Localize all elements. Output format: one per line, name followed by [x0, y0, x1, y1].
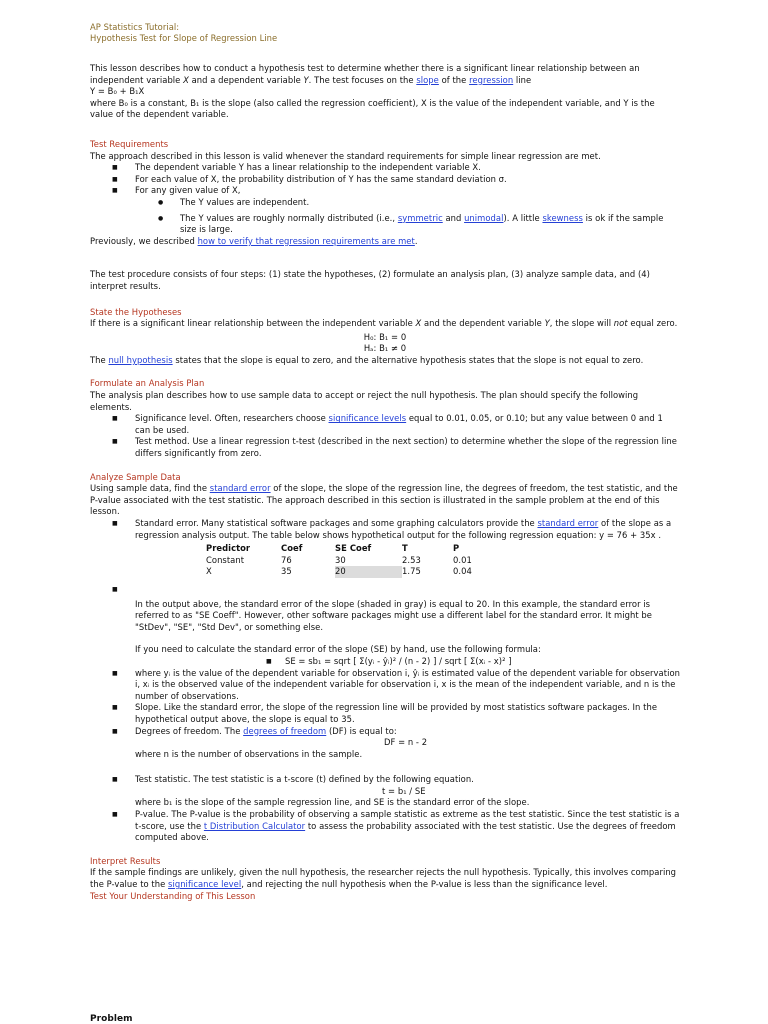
interpret-text-part: , and rejecting the null hypothesis when the P-value is less than the significance level. — [241, 879, 608, 890]
req-text: The Y values are roughly normally distributed (i.e., — [180, 212, 398, 223]
hyp-text: states that the slope is equal to zero, and the alternative hypothesis states that the slope is not equal to zero. — [172, 354, 644, 365]
hyp-text: If there is a significant linear relationship between the independent variable — [90, 318, 416, 329]
df-text: (DF) is equal to: — [326, 725, 397, 736]
previously-paragraph — [90, 236, 680, 248]
intro-text: of the — [438, 74, 470, 85]
analyze-text — [90, 483, 680, 518]
null-hypothesis-formula: H₀: B₁ = 0 — [363, 331, 407, 342]
df-where: where n is the number of observations in the sample. — [135, 748, 363, 759]
hypotheses-explanation — [90, 355, 680, 367]
list-item: ■ where yᵢ is the value of the dependent variable for observation i, ŷᵢ is estimated value of the dependent variable for observation i, xᵢ is the observed value of the independent variable for observation i, x is the mean of the independent variable, and n is the number of observations. — [90, 668, 680, 703]
header-line-1: AP Statistics Tutorial: — [90, 22, 180, 32]
list-item: ■ Test statistic. The test statistic is a t-score (t) defined by the following equation. — [90, 774, 680, 786]
analyze-list-4 — [90, 809, 680, 844]
analyze-text-part: of the slope as a regression analysis output. The table below shows hypothetical output for the following regression equation: y = 76 + 35x . — [135, 518, 672, 540]
by-hand-text: If you need to calculate the standard error of the slope (SE) by hand, use the following formula: — [135, 644, 541, 655]
prev-text: . — [414, 235, 418, 246]
list-item — [90, 726, 680, 738]
slope-link[interactable]: slope — [416, 74, 439, 85]
interpret-heading: Interpret Results — [90, 855, 161, 866]
req-text: and — [442, 212, 465, 223]
regression-link[interactable]: regression — [469, 74, 514, 85]
alt-hypothesis-formula: Hₐ: B₁ ≠ 0 — [363, 343, 407, 354]
problem-heading: Problem — [90, 1014, 133, 1024]
t-formula: t = b₁ / SE — [382, 785, 426, 796]
intro-where: where B₀ is a constant, B₁ is the slope (also called the regression coefficient), X is the value of the independent variable, and Y is the value of the dependent variable. — [90, 97, 655, 120]
se-formula: ■ SE = sb₁ = sqrt [ Σ(yᵢ - ŷᵢ)² / (n - 2) ] / sqrt [ Σ(xᵢ - x)² ] — [90, 656, 680, 668]
significance-level-link[interactable]: significance level — [168, 879, 242, 890]
hypotheses-heading: State the Hypotheses — [90, 306, 182, 317]
analyze-list-3 — [90, 774, 680, 786]
intro-text: This lesson describes how to conduct a hypothesis test to determine whether there is a significant linear relationship between an independent variable — [90, 63, 640, 85]
table-header: Coef — [281, 543, 303, 554]
table-cell: 0.01 — [453, 554, 472, 565]
table-cell: 1.75 — [402, 566, 421, 577]
plan-heading: Formulate an Analysis Plan — [90, 378, 205, 389]
hypotheses-text — [90, 318, 680, 330]
doc-header — [90, 22, 680, 44]
list-item: ■ Slope. Like the standard error, the slope of the regression line will be provided by most statistics software packages. In the hypothetical output above, the slope is equal to 35. — [90, 702, 680, 725]
standard-error-link[interactable]: standard error — [209, 483, 271, 494]
list-item — [90, 518, 680, 541]
symmetric-link[interactable]: symmetric — [397, 212, 443, 223]
var-x: X — [183, 74, 189, 85]
unimodal-link[interactable]: unimodal — [464, 212, 504, 223]
analyze-text-part: Standard error. Many statistical software packages and some graphing calculators provide the — [135, 518, 538, 528]
test-understanding-link[interactable]: Test Your Understanding of This Lesson — [90, 890, 256, 901]
interpret-text-part: If the sample findings are unlikely, given the null hypothesis, the researcher rejects the null hypothesis. Typically, this involves comparing the P-value to the — [90, 867, 677, 890]
procedure-paragraph: The test procedure consists of four steps: (1) state the hypotheses, (2) formulate an analysis plan, (3) analyze sample data, and (4) interpret results. — [90, 269, 651, 291]
hyp-text: , the slope will — [549, 318, 614, 329]
list-item — [90, 809, 680, 844]
var-y: Y — [544, 318, 550, 329]
intro-text: line — [513, 74, 532, 85]
skewness-link[interactable]: skewness — [542, 212, 583, 223]
regression-equation: Y = B₀ + B₁X — [90, 86, 145, 97]
plan-text: equal to 0.01, 0.05, or 0.10; but any value between 0 and 1 can be used. — [135, 413, 663, 435]
table-header-row — [206, 543, 493, 555]
prev-text: Previously, we described — [90, 235, 198, 246]
document-body — [90, 22, 680, 902]
empty-bullet — [90, 584, 680, 596]
list-item: ● The Y values are independent. — [90, 197, 680, 209]
sub-requirements-list — [90, 197, 680, 236]
table-cell: 2.53 — [402, 554, 421, 565]
plan-text: Significance level. Often, researchers choose — [135, 413, 329, 424]
table-cell: 0.04 — [453, 566, 472, 577]
intro-text: and a dependent variable — [188, 74, 304, 85]
requirements-list — [90, 162, 680, 197]
list-item: ■ Test method. Use a linear regression t-test (described in the next section) to determine whether the slope of the regression line differs significantly from zero. — [90, 436, 680, 459]
table-header: Predictor — [206, 543, 251, 554]
t-where: where b₁ is the slope of the sample regression line, and SE is the standard error of the slope. — [135, 797, 530, 808]
analyze-list-2 — [90, 668, 680, 738]
table-cell: 35 — [281, 566, 292, 577]
list-item — [90, 413, 680, 436]
degrees-of-freedom-link[interactable]: degrees of freedom — [243, 725, 327, 736]
table-cell: X — [206, 566, 212, 577]
header-line-2: Hypothesis Test for Slope of Regression Line — [90, 33, 278, 43]
list-item: ■ For each value of X, the probability distribution of Y has the same standard deviation σ. — [90, 174, 680, 186]
analyze-list — [90, 518, 680, 541]
req-text: ). A little — [503, 212, 543, 223]
plan-text: The analysis plan describes how to use sample data to accept or reject the null hypothesis. The plan should specify the following elements. — [90, 390, 639, 412]
plan-list — [90, 413, 680, 459]
null-hypothesis-link[interactable]: null hypothesis — [108, 354, 173, 365]
intro-text: . The test focuses on the — [308, 74, 417, 85]
regression-output-table — [206, 543, 493, 578]
analyze-text-part: Using sample data, find the — [90, 483, 210, 494]
table-cell: 76 — [281, 554, 292, 565]
standard-error-link-2[interactable]: standard error — [537, 518, 599, 528]
pv-text: to assess the probability associated with the test statistic. Use the degrees of freedom computed above. — [135, 820, 676, 843]
pv-text: P-value. The P-value is the probability of observing a sample statistic as extreme as the test statistic. Since the test statistic is a t-score, use the — [135, 809, 680, 831]
table-cell: Constant — [206, 554, 245, 565]
requirements-text: The approach described in this lesson is valid whenever the standard requirements for simple linear regression are met. — [90, 150, 601, 161]
t-distribution-calculator-link[interactable]: t Distribution Calculator — [203, 820, 306, 831]
table-row — [206, 566, 493, 578]
req-text: is ok if the sample size is large. — [180, 212, 664, 235]
hyp-text: The — [90, 354, 109, 365]
table-header: P — [453, 543, 460, 554]
significance-levels-link[interactable]: significance levels — [328, 413, 407, 424]
requirements-heading: Test Requirements — [90, 138, 169, 149]
hyp-text: equal zero. — [627, 318, 678, 329]
df-formula: DF = n - 2 — [384, 737, 428, 748]
output-explanation: In the output above, the standard error of the slope (shaded in gray) is equal to 20. In this example, the standard error is referred to as "SE Coeff". However, other software packages might use a different label for the standard error. It might be "StDev", "SE", "Std Dev", or something else. — [135, 598, 652, 632]
verify-requirements-link[interactable]: how to verify that regression requirements are met — [197, 235, 415, 246]
emphasis-not: not — [613, 318, 628, 329]
list-item: ■ For any given value of X, — [90, 185, 680, 197]
interpret-text — [90, 867, 680, 890]
shaded-se-cell: 20 — [335, 566, 402, 578]
table-cell: 30 — [335, 554, 346, 565]
intro-paragraph — [90, 63, 680, 86]
analyze-heading: Analyze Sample Data — [90, 471, 181, 482]
table-row — [206, 555, 493, 567]
hyp-text: and the dependent variable — [421, 318, 545, 329]
var-y: Y — [303, 74, 309, 85]
table-header: T — [402, 543, 408, 554]
var-x: X — [415, 318, 422, 329]
list-item — [90, 213, 680, 236]
analyze-text-part: of the slope, the slope of the regression line, the degrees of freedom, the test statistic, and the P-value associated with the test statistic. The approach described in this section is illustrated in the sample problem at the end of this lesson. — [90, 483, 678, 517]
table-header: SE Coef — [335, 543, 372, 554]
list-item: ■ The dependent variable Y has a linear relationship to the independent variable X. — [90, 162, 680, 174]
df-text: Degrees of freedom. The — [135, 725, 244, 736]
